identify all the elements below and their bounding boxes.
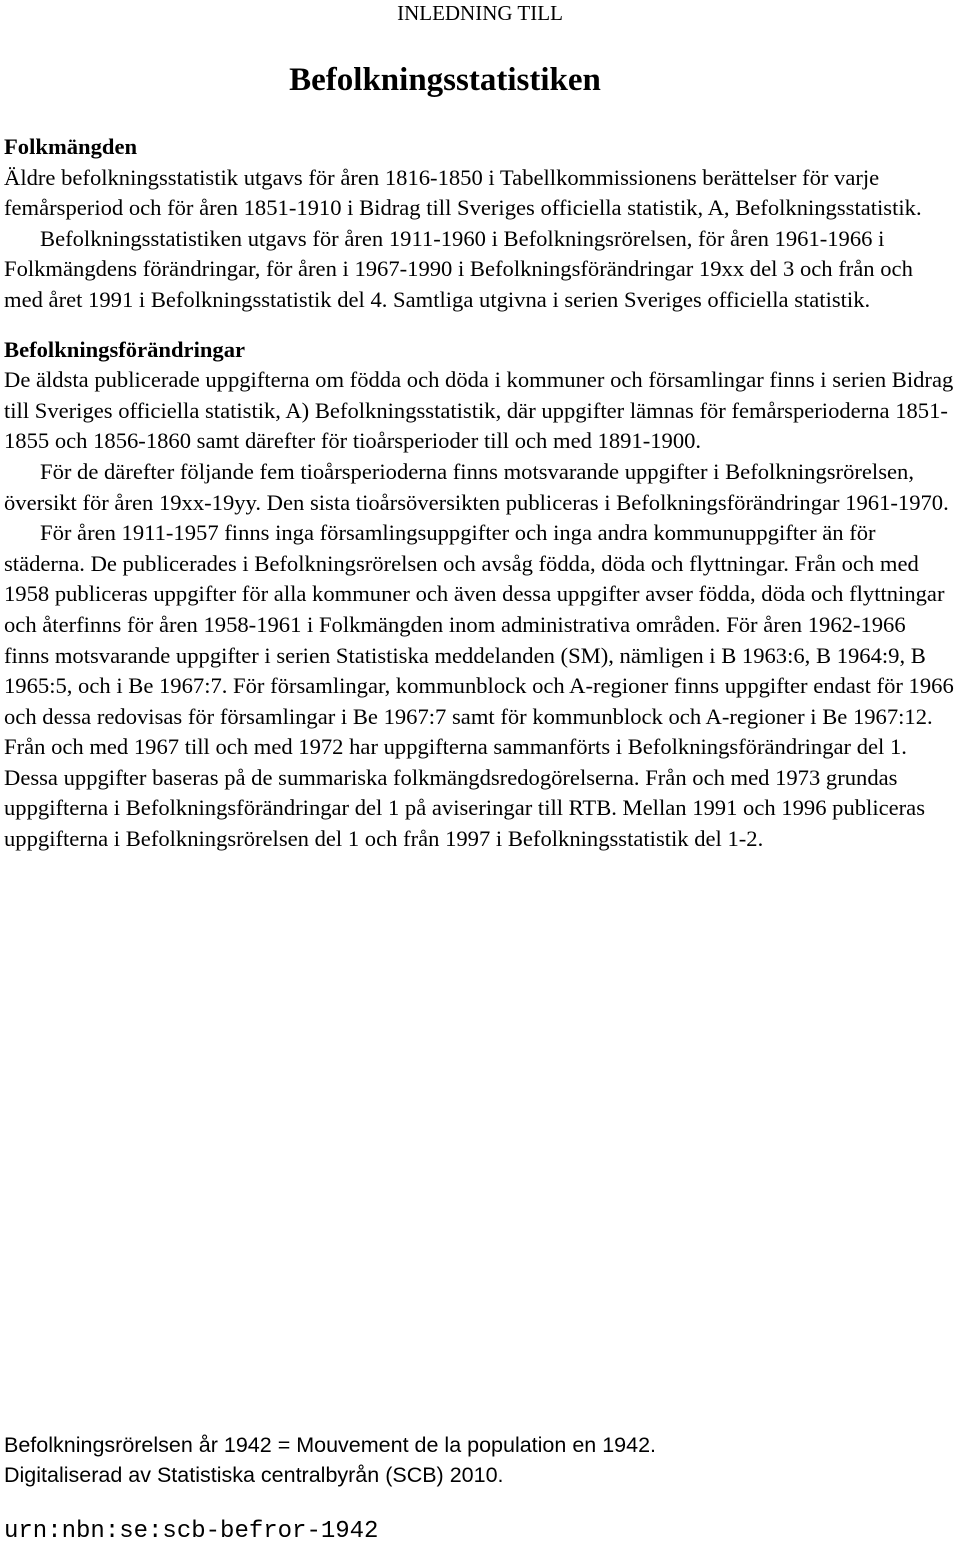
paragraph: För de därefter följande fem tioårsperioderna finns motsvarande uppgifter i Befolkningsrörelsen, översikt för åren 19xx-19yy. Den sista tioårsöversikten publiceras i Befolkningsförändringar 1961-1970.: [4, 458, 949, 515]
urn-identifier: urn:nbn:se:scb-befror-1942: [4, 1518, 379, 1545]
section-gap: [4, 316, 956, 335]
section-folkmangden: [4, 132, 956, 316]
section-heading-befolkningsforandringar: Befolkningsförändringar: [4, 336, 246, 362]
footer-publication-line: Befolkningsrörelsen år 1942 = Mouvement de la population en 1942.: [4, 1433, 657, 1457]
main-content: [4, 132, 956, 855]
paragraph: De äldsta publicerade uppgifterna om födda och döda i kommuner och församlingar finns i serien Bidrag till Sveriges officiella statistik, A) Befolkningsstatistik, där uppgifter lämnas för femårsperioderna 1851-1855 och 1856-1860 samt därefter för tioårsperioder till och med 1891-1900.: [4, 367, 954, 454]
paragraph: För åren 1911-1957 finns inga församlingsuppgifter och inga andra kommunuppgifter än för städerna. De publicerades i Befolkningsrörelsen och avsåg födda, döda och flyttningar. Från och med 1958 publiceras uppgifter för alla kommuner och även dessa uppgifter avser födda, döda och flyttningar och återfinns för åren 1958-1961 i Folkmängden inom administrativa områden. För åren 1962-1966 finns motsvarande uppgifter i serien Statistiska meddelanden (SM), nämligen i B 1963:6, B 1964:9, B 1965:5, och i Be 1967:7. För församlingar, kommunblock och A-regioner finns uppgifter endast för 1966 och dessa redovisas för församlingar i Be 1967:7 samt för kommunblock och A-regioner i Be 1967:12. Från och med 1967 till och med 1972 har uppgifterna sammanförts i Befolkningsförändringar del 1. Dessa uppgifter baseras på de summariska folkmängdsredogörelserna. Från och med 1973 grundas uppgifterna i Befolkningsförändringar del 1 på aviseringar till RTB. Mellan 1991 och 1996 publiceras uppgifterna i Befolkningsrörelsen del 1 och från 1997 i Befolkningsstatistik del 1-2.: [4, 520, 954, 852]
page-kicker: INLEDNING TILL: [397, 1, 563, 25]
footer: [4, 1430, 956, 1490]
paragraph: Äldre befolkningsstatistik utgavs för åren 1816-1850 i Tabellkommissionens berättelser för varje femårsperiod och för åren 1851-1910 i Bidrag till Sveriges officiella statistik, A, Befolkningsstatistik.: [4, 164, 922, 221]
section-befolkningsforandringar: [4, 335, 956, 855]
page-title: Befolkningsstatistiken: [289, 62, 601, 98]
footer-digitization-line: Digitaliserad av Statistiska centralbyrån (SCB) 2010.: [4, 1463, 504, 1487]
section-heading-folkmangden: Folkmängden: [4, 134, 138, 159]
paragraph: Befolkningsstatistiken utgavs för åren 1911-1960 i Befolkningsrörelsen, för åren 1961-1966 i Folkmängdens förändringar, för åren i 1967-1990 i Befolkningsförändringar 19xx del 3 och från och med året 1991 i Befolkningsstatistik del 4. Samtliga utgivna i serien Sveriges officiella statistik.: [4, 225, 913, 312]
